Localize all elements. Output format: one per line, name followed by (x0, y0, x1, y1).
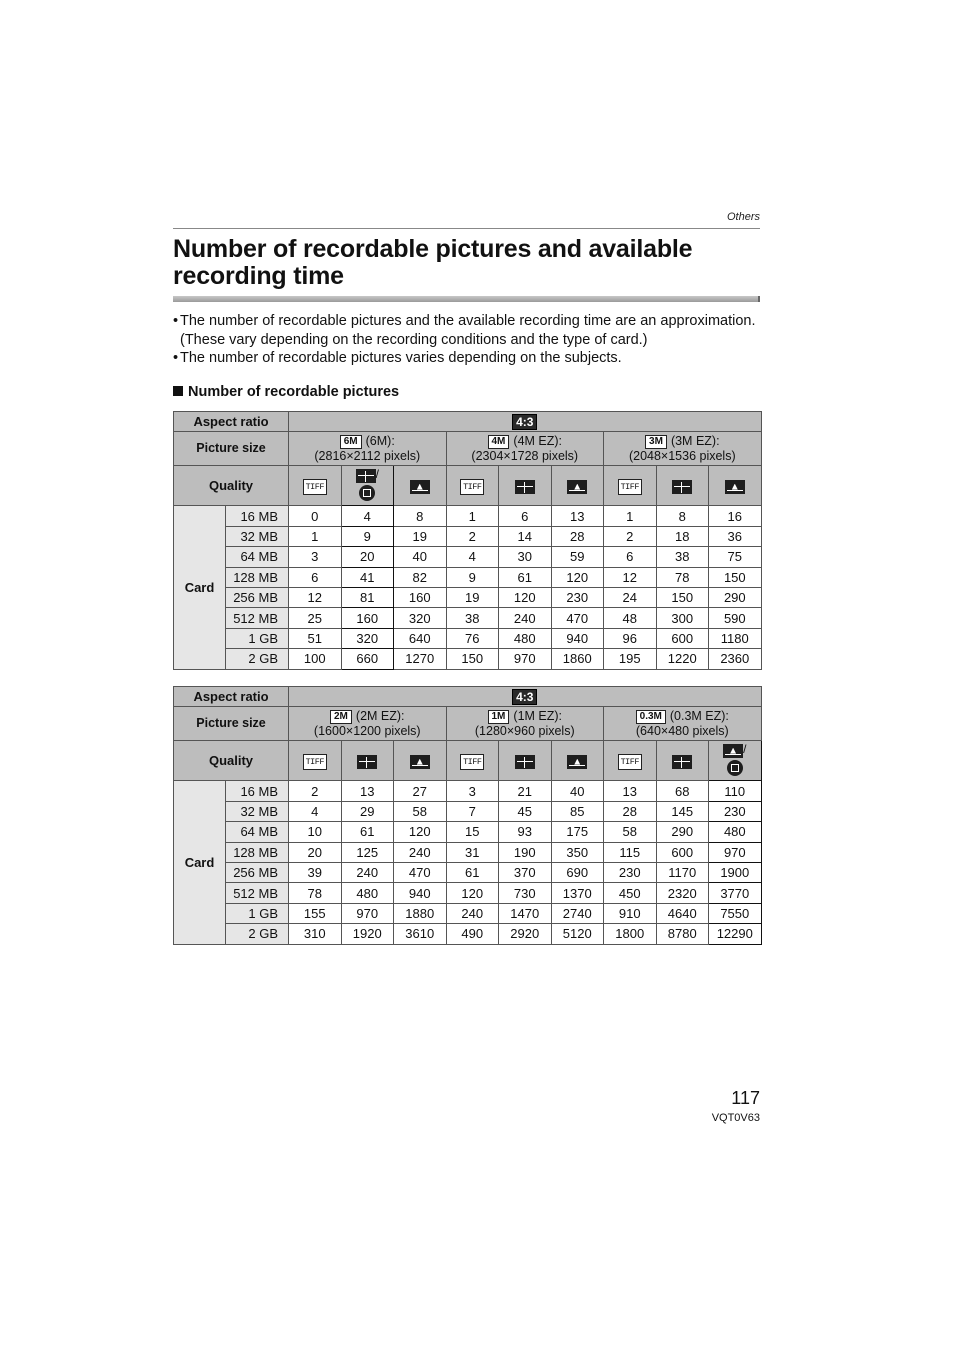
picture-count: 490 (446, 924, 499, 944)
size-1M-icon: 1M (488, 710, 510, 724)
picture-count: 51 (289, 628, 342, 648)
fine-quality-cell (356, 468, 379, 503)
aspect-ratio-value (289, 412, 762, 432)
standard-quality-icon (723, 744, 743, 758)
picture-count: 230 (551, 587, 604, 607)
quality-cell (709, 741, 762, 781)
picture-count: 320 (341, 628, 394, 648)
picture-size-pixels: (2304×1728 pixels) (471, 448, 579, 463)
ratio-4-3-icon: 4:3 (512, 689, 537, 705)
picture-count: 96 (604, 628, 657, 648)
picture-count: 600 (656, 628, 709, 648)
picture-count: 4 (341, 506, 394, 526)
picture-size-cell (289, 707, 447, 741)
picture-count: 1860 (551, 649, 604, 669)
picture-count: 1170 (656, 862, 709, 882)
picture-count: 16 (709, 506, 762, 526)
quality-cell (446, 466, 499, 506)
picture-count: 6 (604, 547, 657, 567)
picture-size-name: (1M EZ): (513, 708, 563, 723)
picture-count: 2 (604, 526, 657, 546)
picture-count: 4640 (656, 903, 709, 923)
picture-count: 230 (604, 862, 657, 882)
table-row (174, 608, 762, 628)
picture-size-cell (446, 707, 604, 741)
picture-size-cell (604, 707, 762, 741)
picture-count: 120 (499, 587, 552, 607)
table-row (174, 862, 762, 882)
card-capacity: 2 GB (226, 924, 289, 944)
picture-count: 14 (499, 526, 552, 546)
standard-quality-cell (567, 754, 587, 769)
model-code: VQT0V63 (711, 1112, 760, 1124)
page-title: Number of recordable pictures and available recording time (173, 235, 693, 290)
picture-count: 10 (289, 822, 342, 842)
picture-count: 480 (709, 822, 762, 842)
picture-count: 120 (446, 883, 499, 903)
picture-count: 2740 (551, 903, 604, 923)
raw-quality-icon (359, 485, 375, 501)
tiff-quality-icon: TIFF (460, 754, 484, 770)
card-capacity: 64 MB (226, 547, 289, 567)
picture-count: 40 (394, 547, 447, 567)
picture-count: 8 (656, 506, 709, 526)
table-row (174, 649, 762, 669)
standard-quality-icon (410, 480, 430, 494)
card-capacity: 32 MB (226, 526, 289, 546)
picture-count: 76 (446, 628, 499, 648)
picture-count: 470 (551, 608, 604, 628)
picture-count: 150 (656, 587, 709, 607)
picture-count: 2 (446, 526, 499, 546)
picture-count: 39 (289, 862, 342, 882)
picture-count: 82 (394, 567, 447, 587)
picture-count: 150 (709, 567, 762, 587)
size-3M-icon: 3M (645, 435, 667, 449)
table-row (174, 506, 762, 526)
picture-size-pixels: (2048×1536 pixels) (628, 448, 736, 463)
picture-count: 2920 (499, 924, 552, 944)
picture-count: 38 (656, 547, 709, 567)
picture-size-name: (2M EZ): (355, 708, 405, 723)
recordable-pictures-table-2 (173, 686, 762, 945)
picture-count: 1370 (551, 883, 604, 903)
quality-cell (551, 466, 604, 506)
picture-count: 59 (551, 547, 604, 567)
picture-size-row (174, 432, 762, 466)
fine-quality-icon (672, 480, 692, 494)
table-row (174, 547, 762, 567)
subheading (173, 384, 399, 400)
table-row (174, 822, 762, 842)
table-row (174, 526, 762, 546)
picture-count: 25 (289, 608, 342, 628)
fine-quality-icon (357, 755, 377, 769)
notes (173, 312, 773, 368)
picture-size-cell (604, 432, 762, 466)
note-text: The number of recordable pictures and the available recording time are an approximation. (These vary depending on the recording conditions and the type of card.) (180, 313, 756, 348)
standard-quality-cell (410, 754, 430, 769)
picture-count: 58 (604, 822, 657, 842)
picture-count: 78 (656, 567, 709, 587)
quality-row (174, 741, 762, 781)
picture-count: 1 (446, 506, 499, 526)
picture-count: 9 (341, 526, 394, 546)
picture-count: 290 (709, 587, 762, 607)
picture-size-pixels: (1280×960 pixels) (474, 723, 575, 738)
quality-cell (289, 466, 342, 506)
quality-cell (446, 741, 499, 781)
picture-count: 320 (394, 608, 447, 628)
picture-size-row (174, 707, 762, 741)
quality-label: Quality (174, 741, 289, 781)
fine-quality-icon (515, 755, 535, 769)
size-2M-icon: 2M (330, 710, 352, 724)
picture-size-name: (6M): (365, 433, 395, 448)
picture-count: 1900 (709, 862, 762, 882)
picture-count: 20 (289, 842, 342, 862)
picture-count: 31 (446, 842, 499, 862)
picture-count: 19 (446, 587, 499, 607)
picture-count: 5120 (551, 924, 604, 944)
table-row (174, 903, 762, 923)
picture-count: 68 (656, 781, 709, 801)
picture-count: 93 (499, 822, 552, 842)
picture-count: 240 (394, 842, 447, 862)
picture-count: 1220 (656, 649, 709, 669)
picture-size-name: (4M EZ): (513, 433, 563, 448)
card-capacity: 2 GB (226, 649, 289, 669)
standard-quality-icon (567, 755, 587, 769)
card-label: Card (174, 506, 226, 669)
picture-count: 970 (499, 649, 552, 669)
picture-count: 29 (341, 801, 394, 821)
picture-count: 24 (604, 587, 657, 607)
picture-count: 12290 (709, 924, 762, 944)
picture-count: 38 (446, 608, 499, 628)
picture-count: 75 (709, 547, 762, 567)
picture-count: 4 (289, 801, 342, 821)
picture-count: 690 (551, 862, 604, 882)
picture-count: 8780 (656, 924, 709, 944)
picture-count: 18 (656, 526, 709, 546)
picture-count: 660 (341, 649, 394, 669)
picture-count: 110 (709, 781, 762, 801)
picture-count: 8 (394, 506, 447, 526)
picture-size-pixels: (640×480 pixels) (635, 723, 729, 738)
quality-cell (709, 466, 762, 506)
picture-count: 1470 (499, 903, 552, 923)
standard-quality-icon (725, 480, 745, 494)
table-row (174, 883, 762, 903)
picture-count: 160 (341, 608, 394, 628)
picture-count: 230 (709, 801, 762, 821)
picture-count: 290 (656, 822, 709, 842)
picture-count: 2 (289, 781, 342, 801)
card-label: Card (174, 781, 226, 944)
quality-cell (341, 741, 394, 781)
picture-count: 970 (341, 903, 394, 923)
quality-cell (604, 466, 657, 506)
subheading-text: Number of recordable pictures (188, 384, 400, 400)
size-6M-icon: 6M (340, 435, 362, 449)
picture-size-label: Picture size (174, 432, 289, 466)
picture-count: 240 (446, 903, 499, 923)
picture-count: 240 (341, 862, 394, 882)
table-row (174, 567, 762, 587)
picture-count: 36 (709, 526, 762, 546)
fine-quality-cell (672, 754, 692, 769)
square-bullet-icon (173, 386, 183, 396)
note-item: • The number of recordable pictures varies depending on the subjects. (173, 350, 622, 366)
picture-count: 940 (551, 628, 604, 648)
picture-count: 1270 (394, 649, 447, 669)
slash-text: / (375, 467, 379, 482)
picture-size-cell (446, 432, 604, 466)
picture-count: 450 (604, 883, 657, 903)
picture-count: 0 (289, 506, 342, 526)
picture-count: 1880 (394, 903, 447, 923)
picture-count: 190 (499, 842, 552, 862)
picture-count: 480 (499, 628, 552, 648)
picture-count: 61 (446, 862, 499, 882)
picture-count: 21 (499, 781, 552, 801)
picture-count: 6 (289, 567, 342, 587)
picture-count: 480 (341, 883, 394, 903)
quality-cell (499, 741, 552, 781)
standard-quality-cell (723, 743, 746, 778)
picture-count: 58 (394, 801, 447, 821)
standard-quality-cell (725, 479, 745, 494)
picture-count: 13 (604, 781, 657, 801)
picture-size-cell (289, 432, 447, 466)
picture-count: 115 (604, 842, 657, 862)
page-number: 117 (731, 1088, 760, 1108)
picture-count: 3770 (709, 883, 762, 903)
picture-count: 9 (446, 567, 499, 587)
header-rule (173, 228, 760, 229)
tiff-quality-icon: TIFF (303, 479, 327, 495)
picture-count: 195 (604, 649, 657, 669)
picture-count: 12 (604, 567, 657, 587)
picture-count: 12 (289, 587, 342, 607)
card-capacity: 64 MB (226, 822, 289, 842)
card-capacity: 16 MB (226, 781, 289, 801)
picture-count: 145 (656, 801, 709, 821)
note-item: • The number of recordable pictures and the available recording time are an approximation. (These vary depending on the recording conditions and the type of card.) (173, 313, 756, 348)
picture-count: 120 (551, 567, 604, 587)
size-03M-icon: 0.3M (636, 710, 666, 724)
fine-quality-cell (515, 479, 535, 494)
quality-cell (341, 466, 394, 506)
quality-label: Quality (174, 466, 289, 506)
card-capacity: 512 MB (226, 883, 289, 903)
picture-size-pixels: (2816×2112 pixels) (314, 448, 421, 463)
quality-cell (394, 466, 447, 506)
quality-cell (604, 741, 657, 781)
picture-count: 730 (499, 883, 552, 903)
standard-quality-icon (410, 755, 430, 769)
picture-count: 7550 (709, 903, 762, 923)
fine-quality-cell (672, 479, 692, 494)
quality-cell (394, 741, 447, 781)
picture-count: 350 (551, 842, 604, 862)
fine-quality-cell (357, 754, 377, 769)
table-row (174, 587, 762, 607)
card-capacity: 32 MB (226, 801, 289, 821)
picture-count: 61 (341, 822, 394, 842)
standard-quality-icon (567, 480, 587, 494)
fine-quality-icon (515, 480, 535, 494)
quality-cell (656, 741, 709, 781)
picture-count: 940 (394, 883, 447, 903)
quality-cell (656, 466, 709, 506)
aspect-ratio-label: Aspect ratio (174, 412, 289, 432)
section-label: Others (726, 211, 760, 223)
picture-count: 27 (394, 781, 447, 801)
card-capacity: 512 MB (226, 608, 289, 628)
picture-size-name: (3M EZ): (670, 433, 720, 448)
fine-quality-icon (672, 755, 692, 769)
card-capacity: 128 MB (226, 567, 289, 587)
picture-size-line1 (289, 434, 446, 449)
slash-text: / (743, 742, 747, 757)
card-capacity: 1 GB (226, 628, 289, 648)
picture-count: 3 (289, 547, 342, 567)
picture-count: 470 (394, 862, 447, 882)
picture-count: 310 (289, 924, 342, 944)
picture-count: 20 (341, 547, 394, 567)
title-underline-bar (173, 296, 760, 302)
picture-size-pixels: (1600×1200 pixels) (313, 723, 421, 738)
picture-count: 370 (499, 862, 552, 882)
picture-count: 30 (499, 547, 552, 567)
fine-quality-cell (515, 754, 535, 769)
picture-count: 1180 (709, 628, 762, 648)
picture-count: 15 (446, 822, 499, 842)
aspect-ratio-row (174, 687, 762, 707)
picture-count: 61 (499, 567, 552, 587)
ratio-4-3-icon: 4:3 (512, 414, 537, 430)
picture-count: 41 (341, 567, 394, 587)
picture-size-label: Picture size (174, 707, 289, 741)
picture-size-name: (0.3M EZ): (669, 708, 729, 723)
picture-count: 28 (604, 801, 657, 821)
picture-count: 155 (289, 903, 342, 923)
picture-count: 1920 (341, 924, 394, 944)
picture-count: 78 (289, 883, 342, 903)
picture-count: 85 (551, 801, 604, 821)
picture-count: 3610 (394, 924, 447, 944)
picture-count: 100 (289, 649, 342, 669)
card-capacity: 16 MB (226, 506, 289, 526)
card-capacity: 256 MB (226, 862, 289, 882)
fine-quality-icon (356, 469, 376, 483)
picture-count: 1800 (604, 924, 657, 944)
picture-count: 13 (341, 781, 394, 801)
picture-count: 125 (341, 842, 394, 862)
picture-count: 1 (289, 526, 342, 546)
picture-count: 150 (446, 649, 499, 669)
quality-cell (289, 741, 342, 781)
note-text: The number of recordable pictures varies depending on the subjects. (180, 350, 622, 366)
picture-size-line1 (604, 434, 761, 449)
picture-size-line1 (289, 709, 446, 724)
card-capacity: 1 GB (226, 903, 289, 923)
picture-count: 2360 (709, 649, 762, 669)
tiff-quality-icon: TIFF (303, 754, 327, 770)
picture-count: 600 (656, 842, 709, 862)
picture-count: 160 (394, 587, 447, 607)
picture-count: 2320 (656, 883, 709, 903)
standard-quality-cell (567, 479, 587, 494)
picture-count: 590 (709, 608, 762, 628)
aspect-ratio-row (174, 412, 762, 432)
card-capacity: 128 MB (226, 842, 289, 862)
picture-size-line1 (447, 709, 604, 724)
standard-quality-cell (410, 479, 430, 494)
tiff-quality-icon: TIFF (460, 479, 484, 495)
picture-count: 910 (604, 903, 657, 923)
picture-count: 6 (499, 506, 552, 526)
aspect-ratio-label: Aspect ratio (174, 687, 289, 707)
raw-quality-icon (727, 760, 743, 776)
aspect-ratio-value (289, 687, 762, 707)
quality-cell (499, 466, 552, 506)
picture-count: 19 (394, 526, 447, 546)
picture-count: 1 (604, 506, 657, 526)
picture-count: 120 (394, 822, 447, 842)
picture-count: 175 (551, 822, 604, 842)
picture-size-line1 (604, 709, 761, 724)
tiff-quality-icon: TIFF (618, 479, 642, 495)
table-row (174, 801, 762, 821)
picture-count: 45 (499, 801, 552, 821)
picture-count: 13 (551, 506, 604, 526)
picture-count: 28 (551, 526, 604, 546)
picture-count: 240 (499, 608, 552, 628)
picture-count: 3 (446, 781, 499, 801)
table-row (174, 781, 762, 801)
table-row (174, 628, 762, 648)
recordable-pictures-table-1 (173, 411, 762, 670)
picture-count: 40 (551, 781, 604, 801)
picture-count: 640 (394, 628, 447, 648)
tiff-quality-icon: TIFF (618, 754, 642, 770)
card-capacity: 256 MB (226, 587, 289, 607)
picture-count: 4 (446, 547, 499, 567)
picture-size-line1 (447, 434, 604, 449)
size-4M-icon: 4M (488, 435, 510, 449)
picture-count: 300 (656, 608, 709, 628)
picture-count: 7 (446, 801, 499, 821)
table-row (174, 842, 762, 862)
picture-count: 81 (341, 587, 394, 607)
picture-count: 48 (604, 608, 657, 628)
quality-cell (551, 741, 604, 781)
picture-count: 970 (709, 842, 762, 862)
quality-row (174, 466, 762, 506)
table-row (174, 924, 762, 944)
